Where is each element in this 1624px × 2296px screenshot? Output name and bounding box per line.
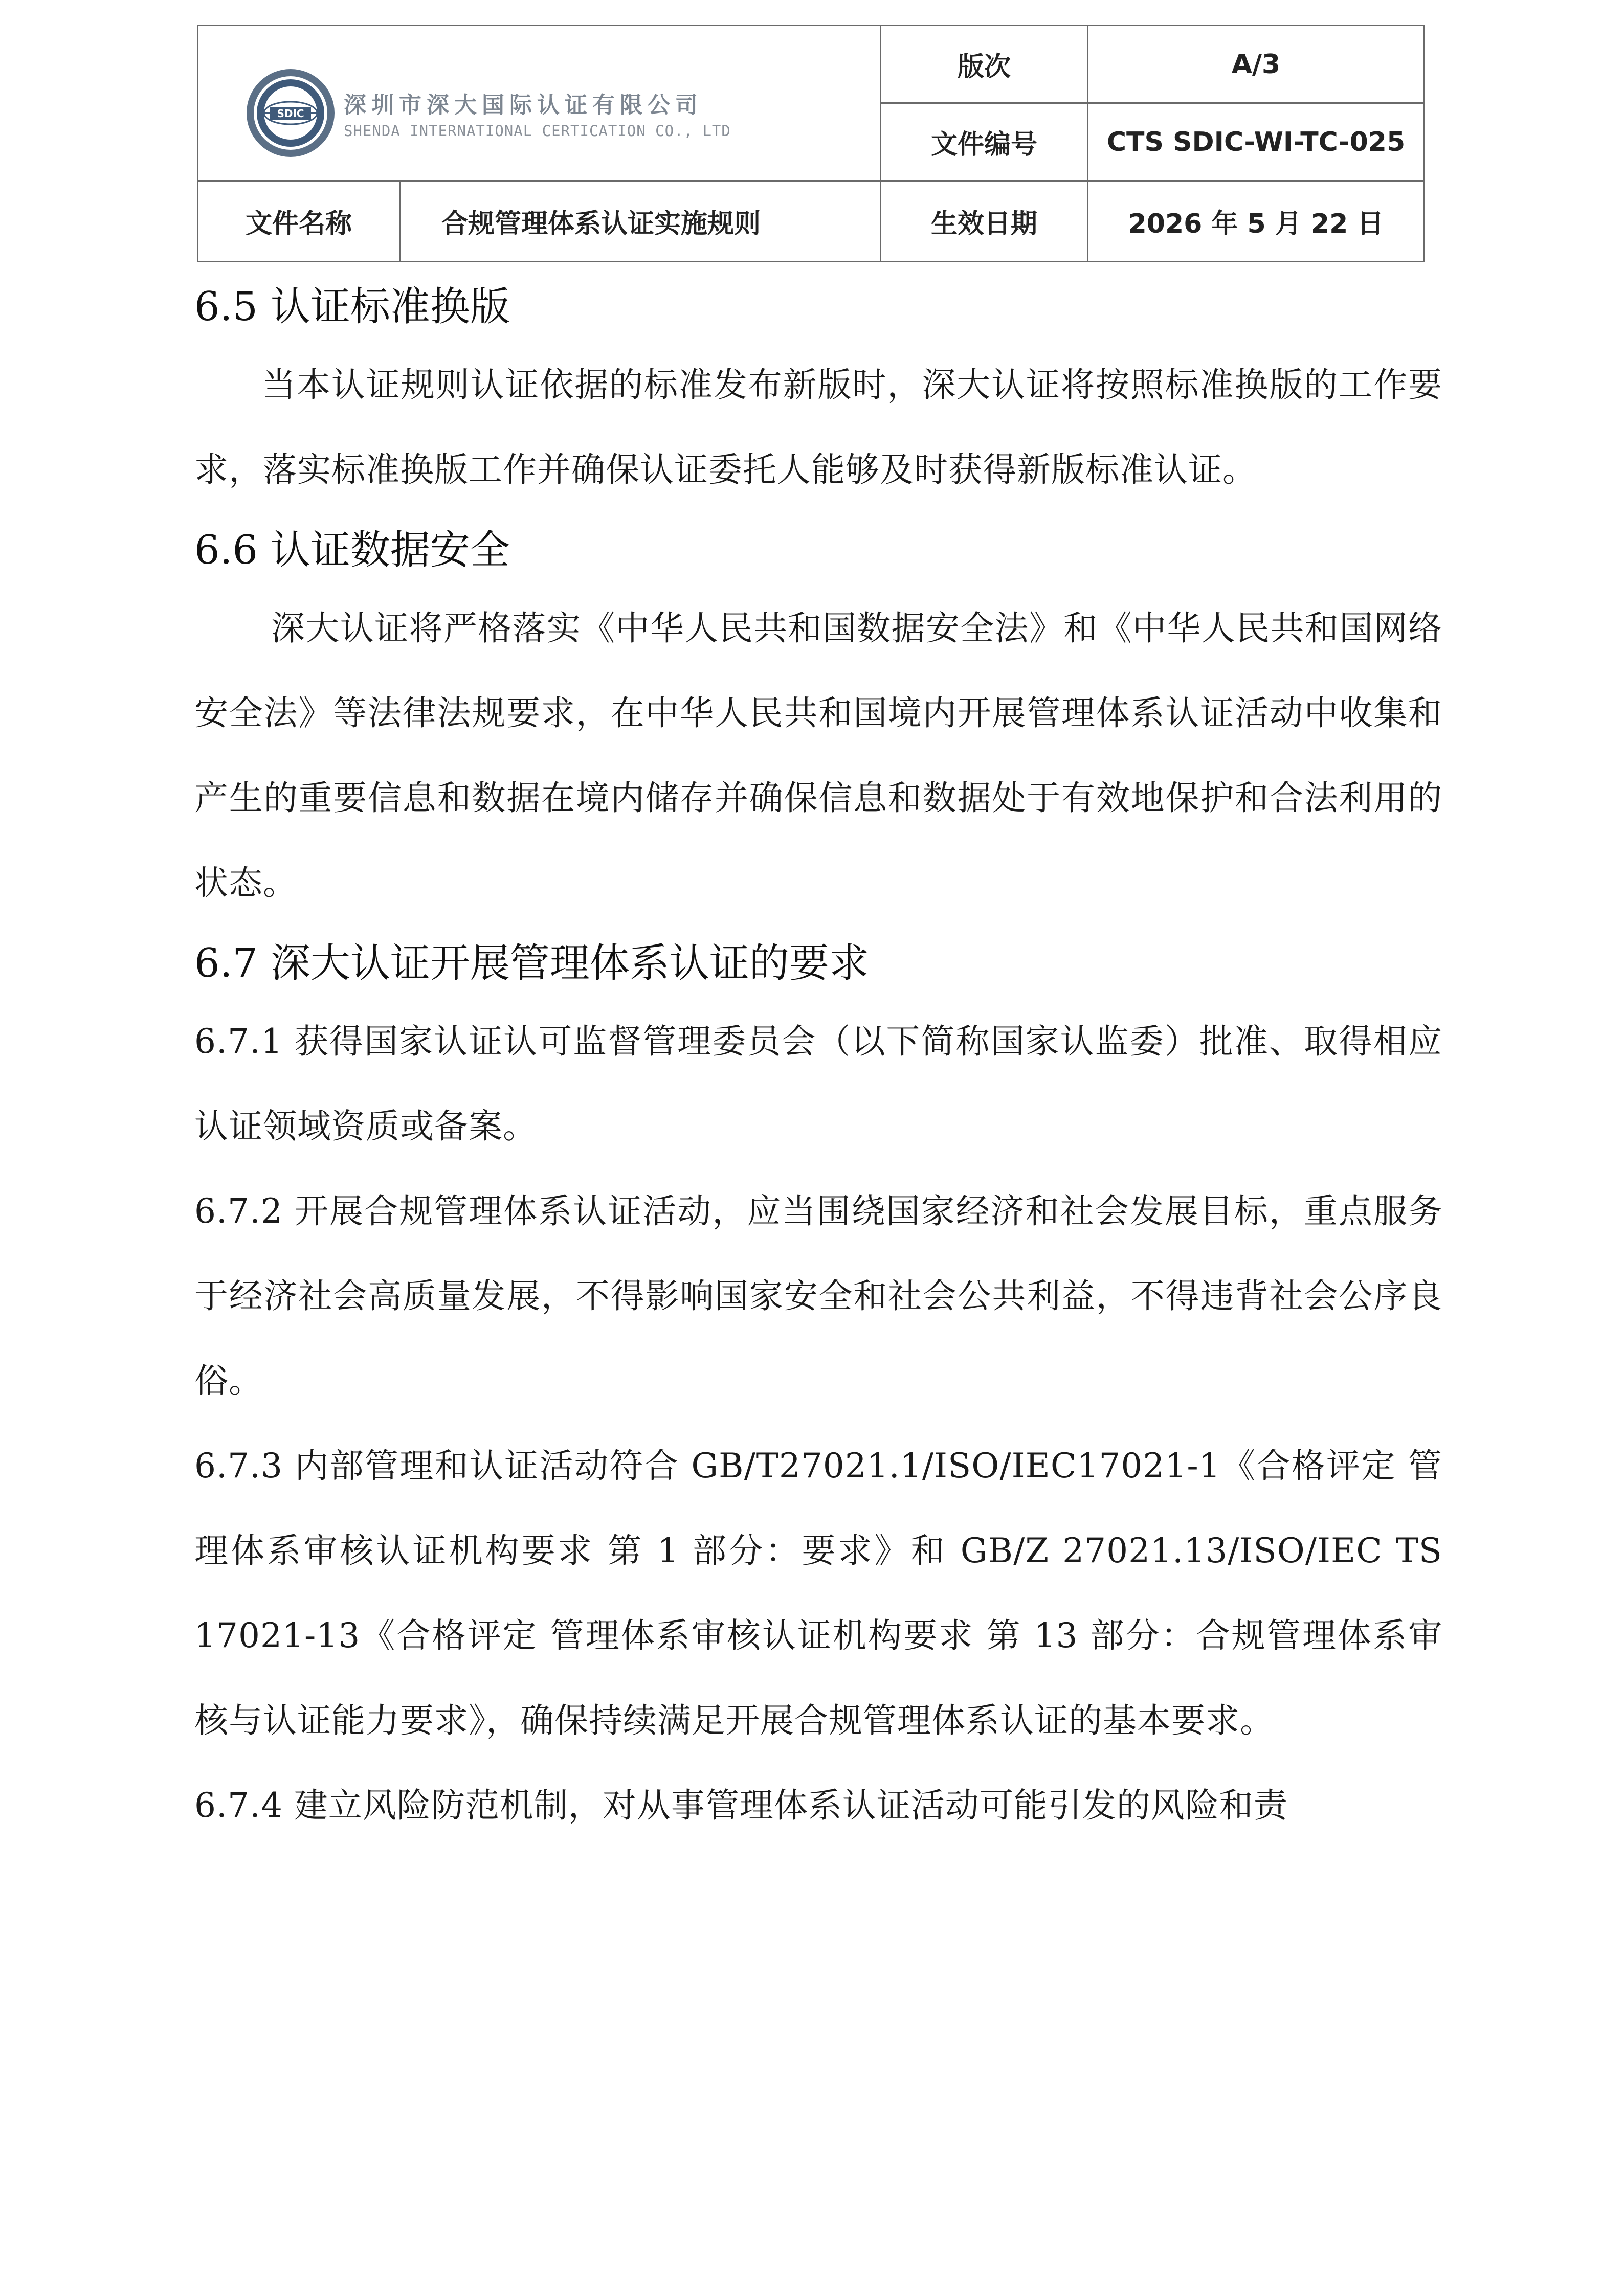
company-name-en: SHENDA INTERNATIONAL CERTICATION CO., LTD <box>344 122 731 140</box>
sdic-seal-icon <box>244 67 337 159</box>
version-label: 版次 <box>881 26 1088 103</box>
document-header-table <box>197 25 1425 262</box>
section-6-5-title: 6.5 认证标准换版 <box>194 284 510 330</box>
svg-text:SDIC: SDIC <box>277 107 304 120</box>
doc-name-value: 合规管理体系认证实施规则 <box>400 181 881 262</box>
company-logo-cell <box>198 26 881 181</box>
clause-6-7-1: 6.7.1 获得国家认证认可监督管理委员会（以下简称国家认监委）批准、取得相应认证领域资质或备案。 <box>194 1022 1442 1146</box>
version-value: A/3 <box>1088 26 1425 103</box>
section-6-6-title: 6.6 认证数据安全 <box>194 527 510 573</box>
clause-6-7-3: 6.7.3 内部管理和认证活动符合 GB/T27021.1/ISO/IEC17021-1《合格评定 管理体系审核认证机构要求 第 1 部分：要求》和 GB/Z 27021.13/ISO/IEC TS 17021-13《合格评定 管理体系审核认证机构要求 第 13 部分：合规管理体系审核与认证能力要求》，确保持续满足开展合规管理体系认证的基本要求。 <box>194 1446 1442 1740</box>
effective-date-label: 生效日期 <box>881 181 1088 262</box>
section-6-5-body: 当本认证规则认证依据的标准发布新版时，深大认证将按照标准换版的工作要求，落实标准换版工作并确保认证委托人能够及时获得新版标准认证。 <box>194 365 1442 489</box>
document-body <box>194 271 1442 1848</box>
company-logo <box>244 67 731 159</box>
doc-no-value: CTS SDIC-WI-TC-025 <box>1088 103 1425 181</box>
doc-no-label: 文件编号 <box>881 103 1088 181</box>
effective-date-value: 2026 年 5 月 22 日 <box>1088 181 1425 262</box>
section-6-7-title: 6.7 深大认证开展管理体系认证的要求 <box>194 940 869 986</box>
doc-name-label: 文件名称 <box>198 181 400 262</box>
company-name-cn: 深圳市深大国际认证有限公司 <box>344 92 703 118</box>
section-6-6-body: 深大认证将严格落实《中华人民共和国数据安全法》和《中华人民共和国网络安全法》等法律法规要求，在中华人民共和国境内开展管理体系认证活动中收集和产生的重要信息和数据在境内储存并确保信息和数据处于有效地保护和合法利用的状态。 <box>194 609 1442 903</box>
clause-6-7-2: 6.7.2 开展合规管理体系认证活动，应当围绕国家经济和社会发展目标，重点服务于经济社会高质量发展，不得影响国家安全和社会公共利益，不得违背社会公序良俗。 <box>194 1191 1442 1401</box>
clause-6-7-4: 6.7.4 建立风险防范机制，对从事管理体系认证活动可能引发的风险和责 <box>194 1786 1288 1825</box>
